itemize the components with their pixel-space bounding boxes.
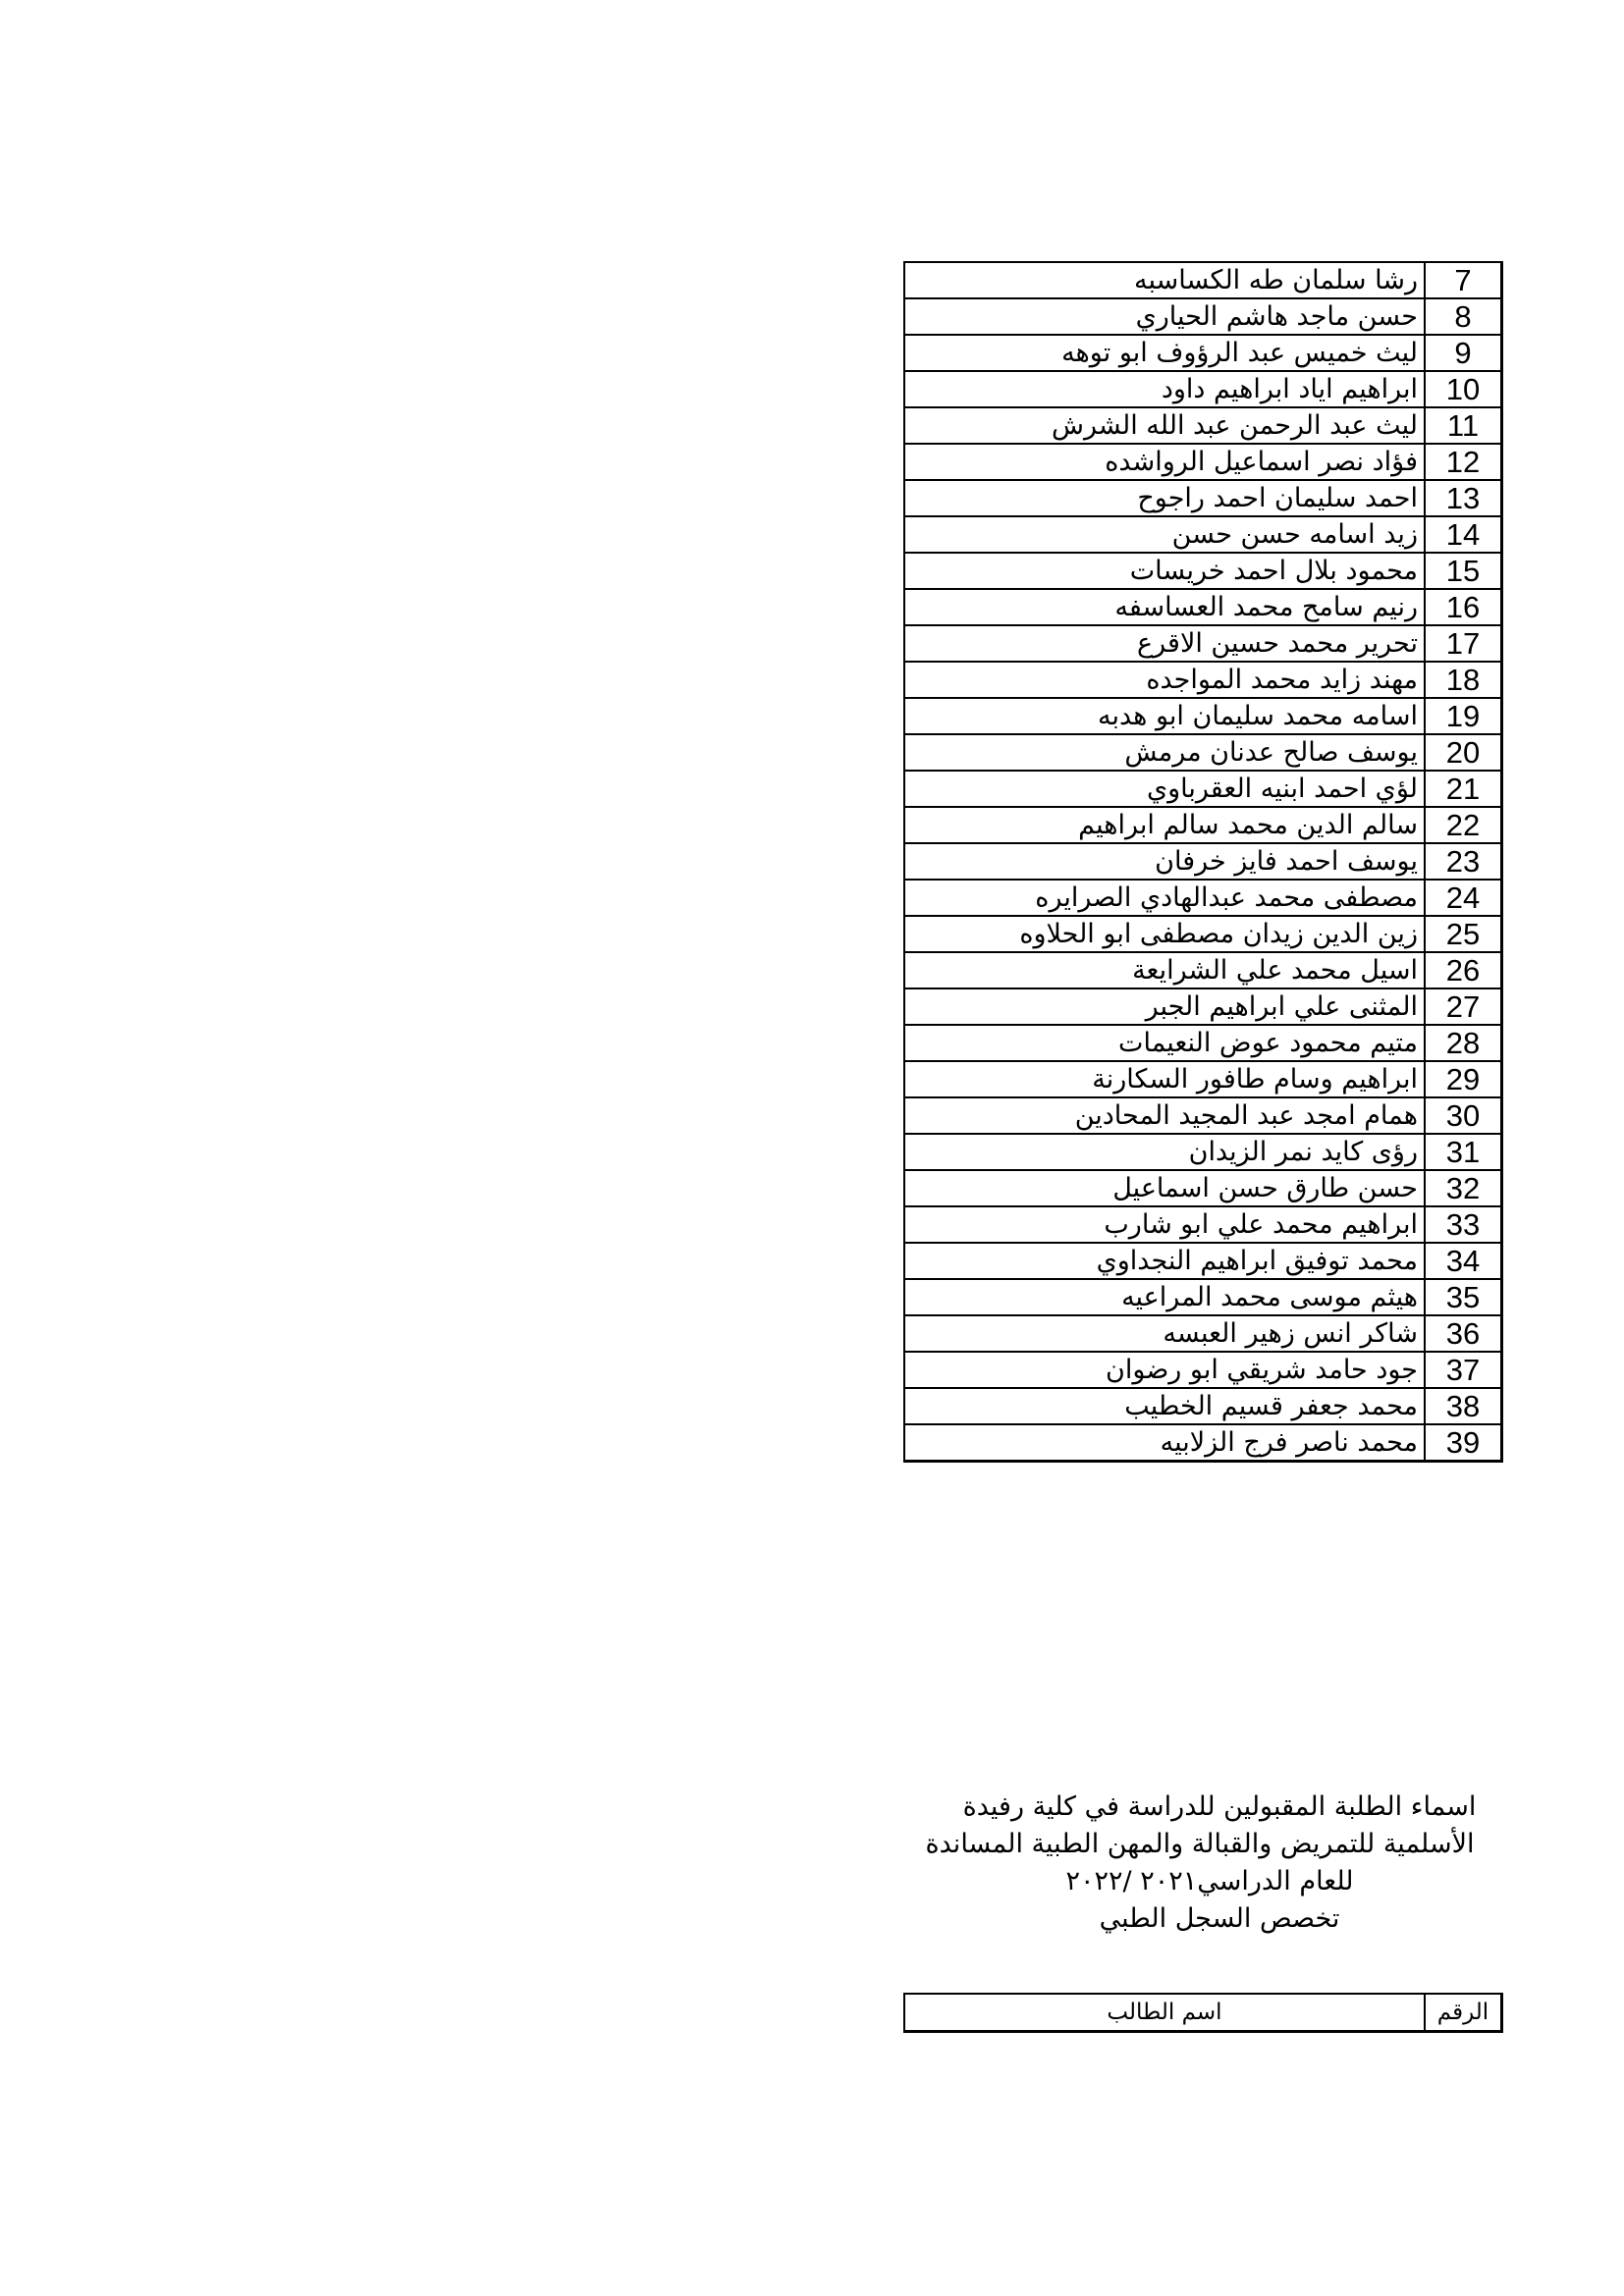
table-row bbox=[904, 371, 1502, 407]
student-number: 13 bbox=[1425, 480, 1502, 516]
column-header-row bbox=[904, 1994, 1502, 2032]
students-table-body bbox=[904, 262, 1502, 1462]
student-number: 39 bbox=[1425, 1424, 1502, 1462]
student-name: رشا سلمان طه الكساسبه bbox=[904, 262, 1425, 298]
table-row bbox=[904, 1206, 1502, 1243]
student-number: 38 bbox=[1425, 1388, 1502, 1424]
student-number: 9 bbox=[1425, 335, 1502, 371]
student-number: 18 bbox=[1425, 662, 1502, 698]
student-number: 14 bbox=[1425, 516, 1502, 553]
student-number: 8 bbox=[1425, 298, 1502, 335]
table-row bbox=[904, 952, 1502, 988]
table-row bbox=[904, 625, 1502, 662]
table-row bbox=[904, 262, 1502, 298]
student-number: 27 bbox=[1425, 988, 1502, 1025]
student-name: ابراهيم محمد علي ابو شارب bbox=[904, 1206, 1425, 1243]
student-number: 35 bbox=[1425, 1279, 1502, 1315]
student-name: المثنى علي ابراهيم الجبر bbox=[904, 988, 1425, 1025]
student-number: 29 bbox=[1425, 1061, 1502, 1097]
student-name: فؤاد نصر اسماعيل الرواشده bbox=[904, 444, 1425, 480]
table-row bbox=[904, 1170, 1502, 1206]
table-row bbox=[904, 880, 1502, 916]
student-name: مصطفى محمد عبدالهادي الصرايره bbox=[904, 880, 1425, 916]
student-name: همام امجد عبد المجيد المحادين bbox=[904, 1097, 1425, 1134]
student-name: ابراهيم اياد ابراهيم داود bbox=[904, 371, 1425, 407]
table-row bbox=[904, 1061, 1502, 1097]
student-name: ليث خميس عبد الرؤوف ابو توهه bbox=[904, 335, 1425, 371]
student-number: 32 bbox=[1425, 1170, 1502, 1206]
table-row bbox=[904, 480, 1502, 516]
table-row bbox=[904, 843, 1502, 880]
student-name: ابراهيم وسام طافور السكارنة bbox=[904, 1061, 1425, 1097]
student-name: زين الدين زيدان مصطفى ابو الحلاوه bbox=[904, 916, 1425, 952]
table-row bbox=[904, 298, 1502, 335]
table-row bbox=[904, 589, 1502, 625]
table-row bbox=[904, 1279, 1502, 1315]
table-row bbox=[904, 916, 1502, 952]
document-heading bbox=[903, 1789, 1496, 1938]
table-row bbox=[904, 1025, 1502, 1061]
student-number: 37 bbox=[1425, 1352, 1502, 1388]
student-name: حسن طارق حسن اسماعيل bbox=[904, 1170, 1425, 1206]
student-name: رؤى كايد نمر الزيدان bbox=[904, 1134, 1425, 1170]
student-number: 12 bbox=[1425, 444, 1502, 480]
student-name: يوسف صالح عدنان مرمش bbox=[904, 734, 1425, 771]
student-name: محمد جعفر قسيم الخطيب bbox=[904, 1388, 1425, 1424]
student-number: 17 bbox=[1425, 625, 1502, 662]
student-number: 34 bbox=[1425, 1243, 1502, 1279]
student-number: 19 bbox=[1425, 698, 1502, 734]
student-name: محمد ناصر فرج الزلابيه bbox=[904, 1424, 1425, 1462]
table-row bbox=[904, 1315, 1502, 1352]
student-name: رنيم سامح محمد العساسفه bbox=[904, 589, 1425, 625]
table-row bbox=[904, 444, 1502, 480]
heading-line-1: اسماء الطلبة المقبولين للدراسة في كلية رفيدة bbox=[962, 1791, 1477, 1822]
student-name: لؤي احمد ابنيه العقرباوي bbox=[904, 771, 1425, 807]
student-number: 21 bbox=[1425, 771, 1502, 807]
heading-line-2: الأسلمية للتمريض والقبالة والمهن الطبية المساندة bbox=[925, 1829, 1475, 1859]
table-row bbox=[904, 1134, 1502, 1170]
student-name: متيم محمود عوض النعيمات bbox=[904, 1025, 1425, 1061]
student-number: 11 bbox=[1425, 407, 1502, 444]
student-number: 7 bbox=[1425, 262, 1502, 298]
table-row bbox=[904, 516, 1502, 553]
student-name: مهند زايد محمد المواجده bbox=[904, 662, 1425, 698]
student-name: حسن ماجد هاشم الحياري bbox=[904, 298, 1425, 335]
table-row bbox=[904, 771, 1502, 807]
student-name: يوسف احمد فايز خرفان bbox=[904, 843, 1425, 880]
student-name: تحرير محمد حسين الاقرع bbox=[904, 625, 1425, 662]
number-header: الرقم bbox=[1425, 1994, 1502, 2032]
column-header-table bbox=[903, 1993, 1503, 2033]
student-name: محمود بلال احمد خريسات bbox=[904, 553, 1425, 589]
student-number: 16 bbox=[1425, 589, 1502, 625]
table-row bbox=[904, 1243, 1502, 1279]
table-row bbox=[904, 1424, 1502, 1462]
table-row bbox=[904, 335, 1502, 371]
student-number: 20 bbox=[1425, 734, 1502, 771]
student-name: سالم الدين محمد سالم ابراهيم bbox=[904, 807, 1425, 843]
student-number: 22 bbox=[1425, 807, 1502, 843]
table-row bbox=[904, 698, 1502, 734]
table-row bbox=[904, 1352, 1502, 1388]
student-name: هيثم موسى محمد المراعيه bbox=[904, 1279, 1425, 1315]
student-name: اسيل محمد علي الشرايعة bbox=[904, 952, 1425, 988]
student-name: محمد توفيق ابراهيم النجداوي bbox=[904, 1243, 1425, 1279]
table-row bbox=[904, 1388, 1502, 1424]
heading-line-3: للعام الدراسي٢٠٢١ /٢٠٢٢ bbox=[1065, 1866, 1354, 1896]
table-row bbox=[904, 662, 1502, 698]
student-name: جود حامد شريقي ابو رضوان bbox=[904, 1352, 1425, 1388]
table-row bbox=[904, 807, 1502, 843]
table-row bbox=[904, 734, 1502, 771]
table-row bbox=[904, 553, 1502, 589]
student-name: اسامه محمد سليمان ابو هدبه bbox=[904, 698, 1425, 734]
student-name-header: اسم الطالب bbox=[904, 1994, 1425, 2032]
student-name: شاكر انس زهير العبسه bbox=[904, 1315, 1425, 1352]
student-number: 15 bbox=[1425, 553, 1502, 589]
student-name: احمد سليمان احمد راجوح bbox=[904, 480, 1425, 516]
students-table bbox=[903, 261, 1503, 1463]
table-row bbox=[904, 988, 1502, 1025]
table-row bbox=[904, 1097, 1502, 1134]
student-number: 24 bbox=[1425, 880, 1502, 916]
student-number: 33 bbox=[1425, 1206, 1502, 1243]
student-name: زيد اسامه حسن حسن bbox=[904, 516, 1425, 553]
student-number: 30 bbox=[1425, 1097, 1502, 1134]
student-number: 25 bbox=[1425, 916, 1502, 952]
student-number: 31 bbox=[1425, 1134, 1502, 1170]
student-number: 36 bbox=[1425, 1315, 1502, 1352]
student-number: 10 bbox=[1425, 371, 1502, 407]
student-number: 26 bbox=[1425, 952, 1502, 988]
student-number: 23 bbox=[1425, 843, 1502, 880]
student-name: ليث عبد الرحمن عبد الله الشرش bbox=[904, 407, 1425, 444]
table-row bbox=[904, 407, 1502, 444]
student-number: 28 bbox=[1425, 1025, 1502, 1061]
heading-line-4: تخصص السجل الطبي bbox=[1099, 1903, 1340, 1934]
